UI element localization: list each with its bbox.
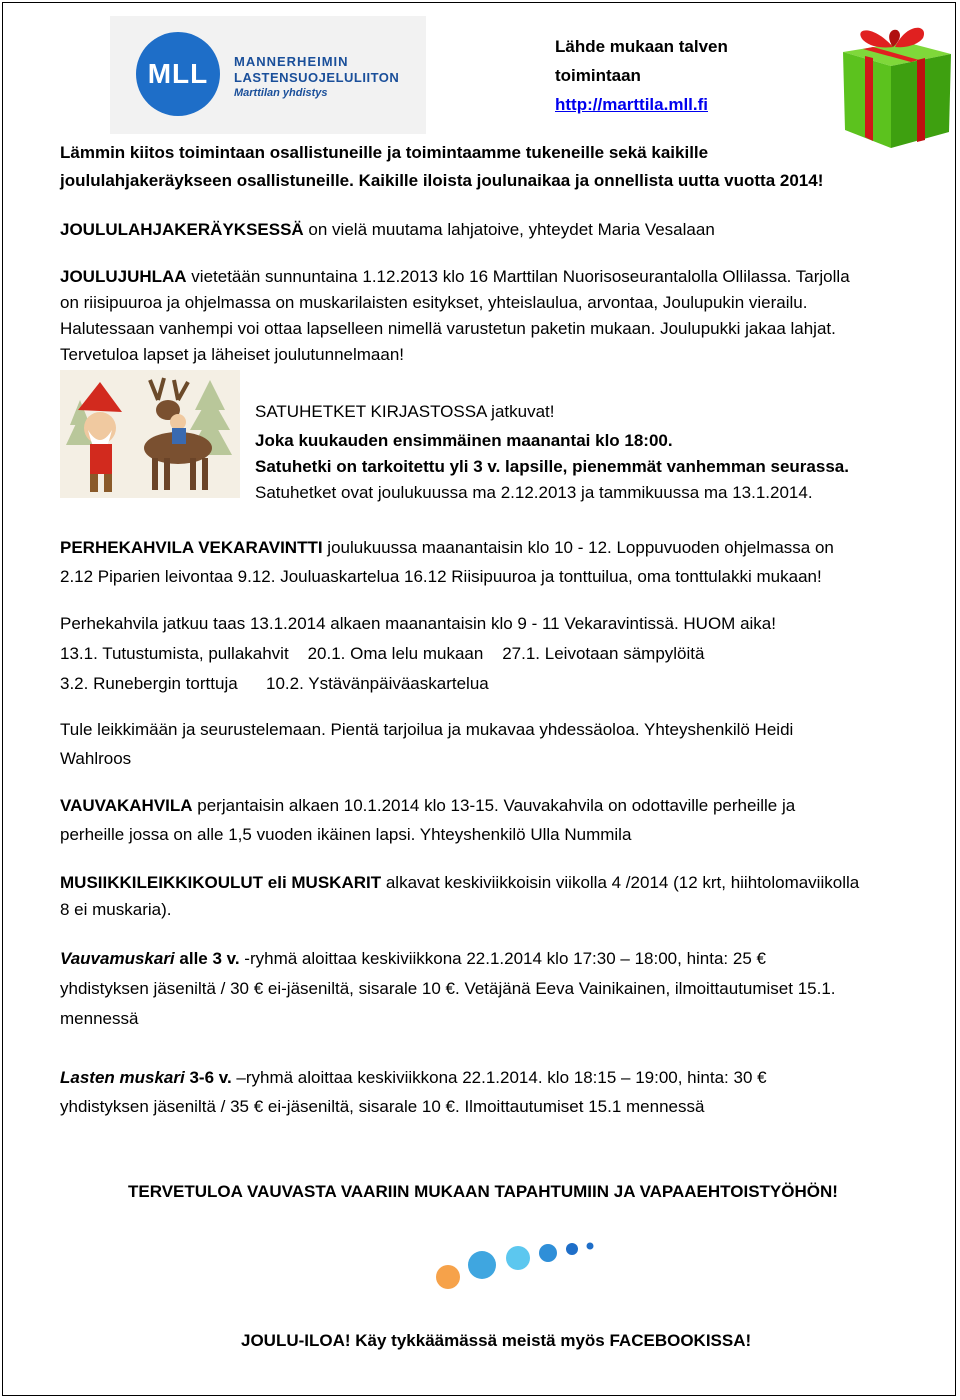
baby-cafe-line-1 <box>60 795 795 817</box>
cafe-title: PERHEKAHVILA VEKARAVINTTI <box>60 538 323 557</box>
mll-logo-line2: LASTENSUOJELULIITON <box>234 70 400 85</box>
cafe-line-1 <box>60 537 834 559</box>
thanks-line-1: Lämmin kiitos toimintaan osallistuneille ja toimintaamme tukeneille sekä kaikille <box>60 143 709 162</box>
decorative-dots-image <box>430 1225 610 1305</box>
cafe-line-3: Perhekahvila jatkuu taas 13.1.2014 alkaen maanantaisin klo 9 - 11 Vekaravintissä. HUOM aika! <box>60 614 776 633</box>
facebook-invitation: JOULU-ILOA! Käy tykkäämässä meistä myös FACEBOOKISSA! <box>241 1331 752 1350</box>
cafe-line-6: Tule leikkimään ja seurustelemaan. Pientä tarjoilua ja mukavaa yhdessäoloa. Yhteyshenkilö Heidi <box>60 720 794 739</box>
baby-cafe-line-2: perheille jossa on alle 1,5 vuoden ikäinen lapsi. Yhteyshenkilö Ulla Nummila <box>60 825 632 844</box>
kids-music-line-1-text: –ryhmä aloittaa keskiviikkona 22.1.2014. klo 18:15 – 19:00, hinta: 30 € <box>231 1068 767 1087</box>
gift-collection-text: on vielä muutama lahjatoive, yhteydet Maria Vesalaan <box>303 220 715 239</box>
music-line-1-text: alkavat keskiviikkoisin viikolla 4 /2014 (12 krt, hiihtolomaviikolla <box>381 873 860 892</box>
cafe-line-4: 13.1. Tutustumista, pullakahvit 20.1. Oma lelu mukaan 27.1. Leivotaan sämpylöitä <box>60 644 705 663</box>
cafe-line-2: 2.12 Piparien leivontaa 9.12. Jouluaskartelua 16.12 Riisipuuroa ja tonttuilua, oma tonttulakki mukaan! <box>60 567 822 586</box>
gift-box-image <box>833 20 957 150</box>
baby-music-title-italic: Vauvamuskari <box>60 949 175 968</box>
baby-music-line-1-text: -ryhmä aloittaa keskiviikkona 22.1.2014 klo 17:30 – 18:00, hinta: 25 € <box>239 949 766 968</box>
cartoon-reindeer-image <box>60 370 240 498</box>
party-line-3: Halutessaan vanhempi voi ottaa lapselleen nimellä varustetun paketin mukaan. Joulupukki jakaa lahjat. <box>60 319 836 338</box>
header-invitation <box>555 32 728 119</box>
website-link[interactable]: http://marttila.mll.fi <box>555 95 708 114</box>
mll-logo-circle <box>136 32 220 116</box>
party-line-1 <box>60 266 850 288</box>
party-line-2: on riisipuuroa ja ohjelmassa on muskarilaisten esitykset, yhteislaulua, arvontaa, Joulupukin vierailu. <box>60 293 808 312</box>
mll-logo-line1: MANNERHEIMIN <box>234 54 349 69</box>
mll-logo-abbr: MLL <box>147 58 209 89</box>
kids-music-title-rest: 3-6 v. <box>184 1068 232 1087</box>
party-line-1-text: vietetään sunnuntaina 1.12.2013 klo 16 Marttilan Nuorisoseurantalolla Ollilassa. Tarjolla <box>186 267 850 286</box>
gift-collection-title: JOULULAHJAKERÄYKSESSÄ <box>60 220 304 239</box>
kids-music-line-1 <box>60 1067 767 1089</box>
cafe-line-7: Wahlroos <box>60 749 132 768</box>
mll-logo-line3: Marttilan yhdistys <box>234 87 328 99</box>
baby-music-title-rest: alle 3 v. <box>174 949 240 968</box>
party-title: JOULUJUHLAA <box>60 267 187 286</box>
story-line-1: Joka kuukauden ensimmäinen maanantai klo 18:00. <box>255 431 673 450</box>
baby-cafe-line-1-text: perjantaisin alkaen 10.1.2014 klo 13-15. Vauvakahvila on odottaville perheille ja <box>192 796 796 815</box>
baby-music-line-2: yhdistyksen jäseniltä / 30 € ei-jäseniltä, sisarale 10 €. Vetäjänä Eeva Vainikainen, ilmoittautumiset 15.1. <box>60 979 836 998</box>
baby-cafe-title: VAUVAKAHVILA <box>60 796 193 815</box>
thanks-line-2: joululahjakeräykseen osallistuneille. Kaikille iloista joulunaikaa ja onnellista uutta vuotta 2014! <box>60 171 824 190</box>
music-line-2: 8 ei muskaria). <box>60 900 172 919</box>
kids-music-title-italic: Lasten muskari <box>60 1068 185 1087</box>
story-line-2: Satuhetki on tarkoitettu yli 3 v. lapsille, pienemmät vanhemman seurassa. <box>255 457 849 476</box>
music-title: MUSIIKKILEIKKIKOULUT eli MUSKARIT <box>60 873 382 892</box>
story-title: SATUHETKET KIRJASTOSSA jatkuvat! <box>255 402 555 421</box>
cafe-line-5: 3.2. Runebergin torttuja 10.2. Ystävänpäiväaskartelua <box>60 674 489 693</box>
mll-logo <box>110 16 426 134</box>
kids-music-line-2: yhdistyksen jäseniltä / 35 € ei-jäseniltä, sisarale 10 €. Ilmoittautumiset 15.1 mennessä <box>60 1097 705 1116</box>
story-line-3: Satuhetket ovat joulukuussa ma 2.12.2013 ja tammikuussa ma 13.1.2014. <box>255 483 813 502</box>
welcome-banner: TERVETULOA VAUVASTA VAARIIN MUKAAN TAPAHTUMIIN JA VAPAAEHTOISTYÖHÖN! <box>128 1182 838 1201</box>
gift-collection <box>60 219 715 241</box>
baby-music-line-1 <box>60 948 766 970</box>
music-line-1 <box>60 872 859 894</box>
header-line-1: Lähde mukaan talven <box>555 37 728 56</box>
baby-music-line-3: mennessä <box>60 1009 139 1028</box>
cafe-line-1-text: joulukuussa maanantaisin klo 10 - 12. Loppuvuoden ohjelmassa on <box>322 538 834 557</box>
party-line-4: Tervetuloa lapset ja läheiset joulutunnelmaan! <box>60 345 405 364</box>
header-line-2: toimintaan <box>555 66 641 85</box>
